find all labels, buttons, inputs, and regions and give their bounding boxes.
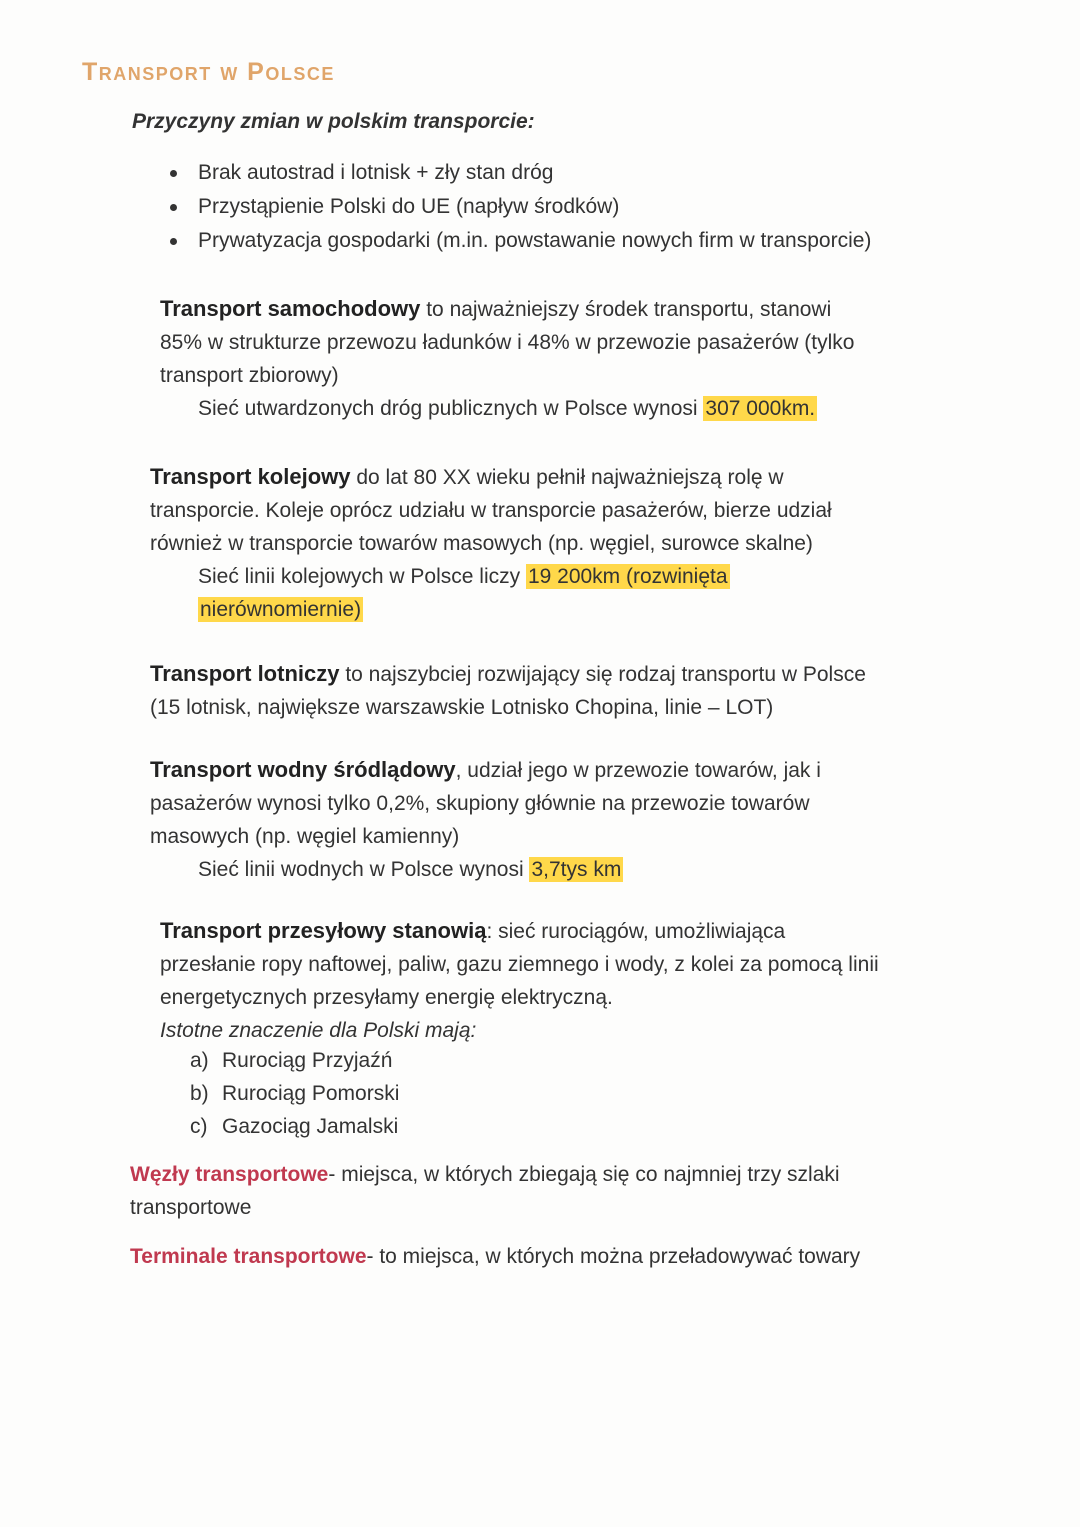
road-line3: transport zbiorowy) — [160, 364, 339, 387]
list-item: Brak autostrad i lotnisk + zły stan dróg — [170, 156, 871, 190]
rail-network-value: 19 200km (rozwinięta — [527, 565, 728, 588]
rail-term: Transport kolejowy — [150, 464, 351, 489]
air-line2: (15 lotnisk, największe warszawskie Lotnisko Chopina, linie – LOT) — [150, 696, 774, 719]
pipeline-line3: energetycznych przesyłamy energię elektryczną. — [160, 986, 613, 1009]
air-term: Transport lotniczy — [150, 661, 340, 686]
pipeline-line1: : sieć rurociągów, umożliwiająca — [486, 920, 786, 943]
water-term: Transport wodny śródlądowy — [150, 757, 456, 782]
list-item: c) Gazociąg Jamalski — [190, 1115, 399, 1138]
pipeline-transport-section — [160, 914, 990, 1047]
terminals-term: Terminale transportowe — [130, 1245, 367, 1268]
water-transport-section — [150, 753, 980, 886]
terminals-line1: - to miejsca, w których można przeładowywać towary — [366, 1245, 861, 1268]
road-line1: to najważniejszy środek transportu, stanowi — [420, 298, 832, 321]
nodes-line1: - miejsca, w których zbiegają się co najmniej trzy szlaki — [328, 1163, 840, 1186]
road-network-text: Sieć utwardzonych dróg publicznych w Polsce wynosi — [198, 397, 704, 420]
list-item: a) Rurociąg Przyjaźń — [190, 1049, 393, 1072]
road-term: Transport samochodowy — [160, 296, 421, 321]
air-transport-section — [150, 657, 980, 724]
page-title: Transport w Polsce — [82, 58, 335, 86]
air-line1: to najszybciej rozwijający się rodzaj transportu w Polsce — [339, 663, 866, 686]
rail-line2: transporcie. Koleje oprócz udziału w transporcie pasażerów, bierze udział — [150, 499, 832, 522]
road-line2: 85% w strukturze przewozu ładunków i 48% w przewozie pasażerów (tylko — [160, 331, 855, 354]
pipeline-important: Istotne znaczenie dla Polski mają: — [160, 1019, 477, 1042]
list-item: Przystąpienie Polski do UE (napływ środków) — [170, 190, 871, 224]
causes-list — [170, 156, 871, 258]
pipeline-term: Transport przesyłowy stanowią — [160, 918, 487, 943]
road-network-value: 307 000km. — [705, 397, 816, 420]
pipeline-line2: przesłanie ropy naftowej, paliw, gazu ziemnego i wody, z kolei za pomocą linii — [160, 953, 879, 976]
terminals-section — [130, 1240, 980, 1273]
water-line1: , udział jego w przewozie towarów, jak i — [455, 759, 821, 782]
rail-network-value-cont: nierównomiernie) — [200, 598, 362, 621]
rail-transport-section — [150, 460, 980, 626]
water-line3: masowych (np. węgiel kamienny) — [150, 825, 460, 848]
list-item: b) Rurociąg Pomorski — [190, 1082, 400, 1105]
nodes-line2: transportowe — [130, 1196, 252, 1219]
rail-line1: do lat 80 XX wieku pełnił najważniejszą rolę w — [350, 466, 784, 489]
rail-line3: również w transporcie towarów masowych (np. węgiel, surowce skalne) — [150, 532, 813, 555]
list-item: Prywatyzacja gospodarki (m.in. powstawanie nowych firm w transporcie) — [170, 224, 871, 258]
nodes-section — [130, 1158, 980, 1224]
pipeline-list — [190, 1044, 399, 1143]
causes-heading: Przyczyny zmian w polskim transporcie: — [132, 110, 535, 133]
road-transport-section — [160, 292, 980, 425]
water-network-value: 3,7tys km — [531, 858, 622, 881]
water-network-text: Sieć linii wodnych w Polsce wynosi — [198, 858, 530, 881]
water-line2: pasażerów wynosi tylko 0,2%, skupiony głównie na przewozie towarów — [150, 792, 810, 815]
rail-network-text: Sieć linii kolejowych w Polsce liczy — [198, 565, 526, 588]
nodes-term: Węzły transportowe — [130, 1163, 329, 1186]
